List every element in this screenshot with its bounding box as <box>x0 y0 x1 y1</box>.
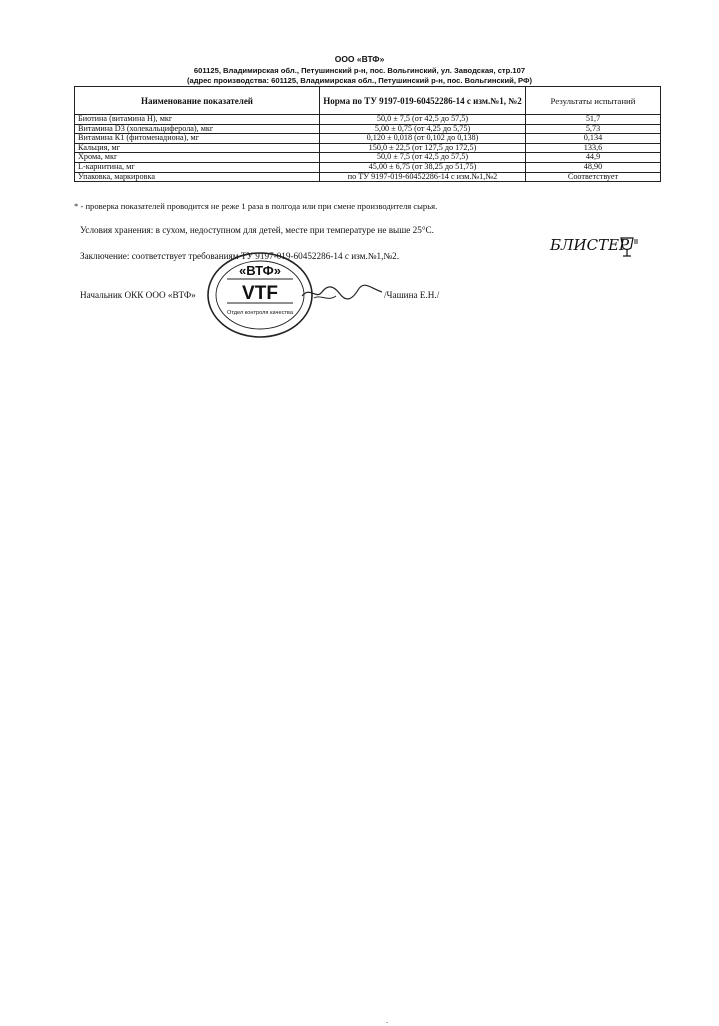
table-row <box>75 153 661 163</box>
signatory-position: Начальник ОКК ООО «ВТФ» <box>80 290 196 300</box>
row-result: Соответствует <box>526 172 661 182</box>
row-norm: 0,120 ± 0,018 (от 0,102 до 0,138) <box>320 134 526 144</box>
row-indicator-name: Хрома, мкг <box>75 153 320 163</box>
page-mark: - <box>386 1018 389 1026</box>
row-result: 44,9 <box>526 153 661 163</box>
row-result: 133,6 <box>526 143 661 153</box>
stamp-top-text: «ВТФ» <box>239 263 281 278</box>
row-result: 5,73 <box>526 124 661 134</box>
food-contact-glass-icon <box>618 236 640 265</box>
table-header-row <box>75 87 661 115</box>
row-indicator-name: L-карнитина, мг <box>75 162 320 172</box>
row-result: 48,90 <box>526 162 661 172</box>
row-indicator-name: Витамина К1 (фитоменадиона), мг <box>75 134 320 144</box>
row-indicator-name: Кальция, мг <box>75 143 320 153</box>
row-result: 0,134 <box>526 134 661 144</box>
stamp-sub-text: Отдел контроля качества <box>227 310 293 316</box>
conclusion: Заключение: соответствует требованиям ТУ 9197-019-60452286-14 с изм.№1,№2. <box>80 251 400 261</box>
row-norm: по ТУ 9197-019-60452286-14 с изм.№1,№2 <box>320 172 526 182</box>
footnote: * - проверка показателей проводится не реже 1 раза в полгода или при смене производителя сырья. <box>74 201 438 211</box>
header-result: Результаты испытаний <box>526 87 661 115</box>
organization-address: 601125, Владимирская обл., Петушинский р-н, пос. Вольгинский, ул. Заводская, стр.107 <box>193 66 526 75</box>
table-row <box>75 124 661 134</box>
row-norm: 150,0 ± 22,5 (от 127,5 до 172,5) <box>320 143 526 153</box>
row-norm: 45,00 ± 6,75 (от 38,25 до 51,75) <box>320 162 526 172</box>
results-table <box>74 86 661 182</box>
row-result: 51,7 <box>526 115 661 125</box>
table-row <box>75 143 661 153</box>
stamp-main-text: VTF <box>242 283 278 304</box>
signatory-name: /Чашина Е.Н./ <box>384 290 440 300</box>
header-norm: Норма по ТУ 9197-019-60452286-14 с изм.№1, №2 <box>320 87 526 115</box>
organization-name: ООО «ВТФ» <box>334 54 385 64</box>
blister-label: БЛИСТЕР <box>550 236 630 254</box>
table-row <box>75 172 661 182</box>
row-indicator-name: Витамина D3 (холекальциферола), мкг <box>75 124 320 134</box>
table-row <box>75 162 661 172</box>
row-indicator-name: Биотина (витамина Н), мкг <box>75 115 320 125</box>
storage-conditions: Условия хранения: в сухом, недоступном для детей, месте при температуре не выше 25°С. <box>80 225 434 235</box>
row-norm: 5,00 ± 0,75 (от 4,25 до 5,75) <box>320 124 526 134</box>
quality-control-stamp <box>205 250 315 345</box>
row-indicator-name: Упаковка, маркировка <box>75 172 320 182</box>
row-norm: 50,0 ± 7,5 (от 42,5 до 57,5) <box>320 153 526 163</box>
header-indicator-name: Наименование показателей <box>75 87 320 115</box>
table-row <box>75 134 661 144</box>
production-address: (адрес производства: 601125, Владимирская обл., Петушинский р-н, пос. Вольгинский, РФ) <box>186 76 533 85</box>
table-row <box>75 115 661 125</box>
row-norm: 50,0 ± 7,5 (от 42,5 до 57,5) <box>320 115 526 125</box>
